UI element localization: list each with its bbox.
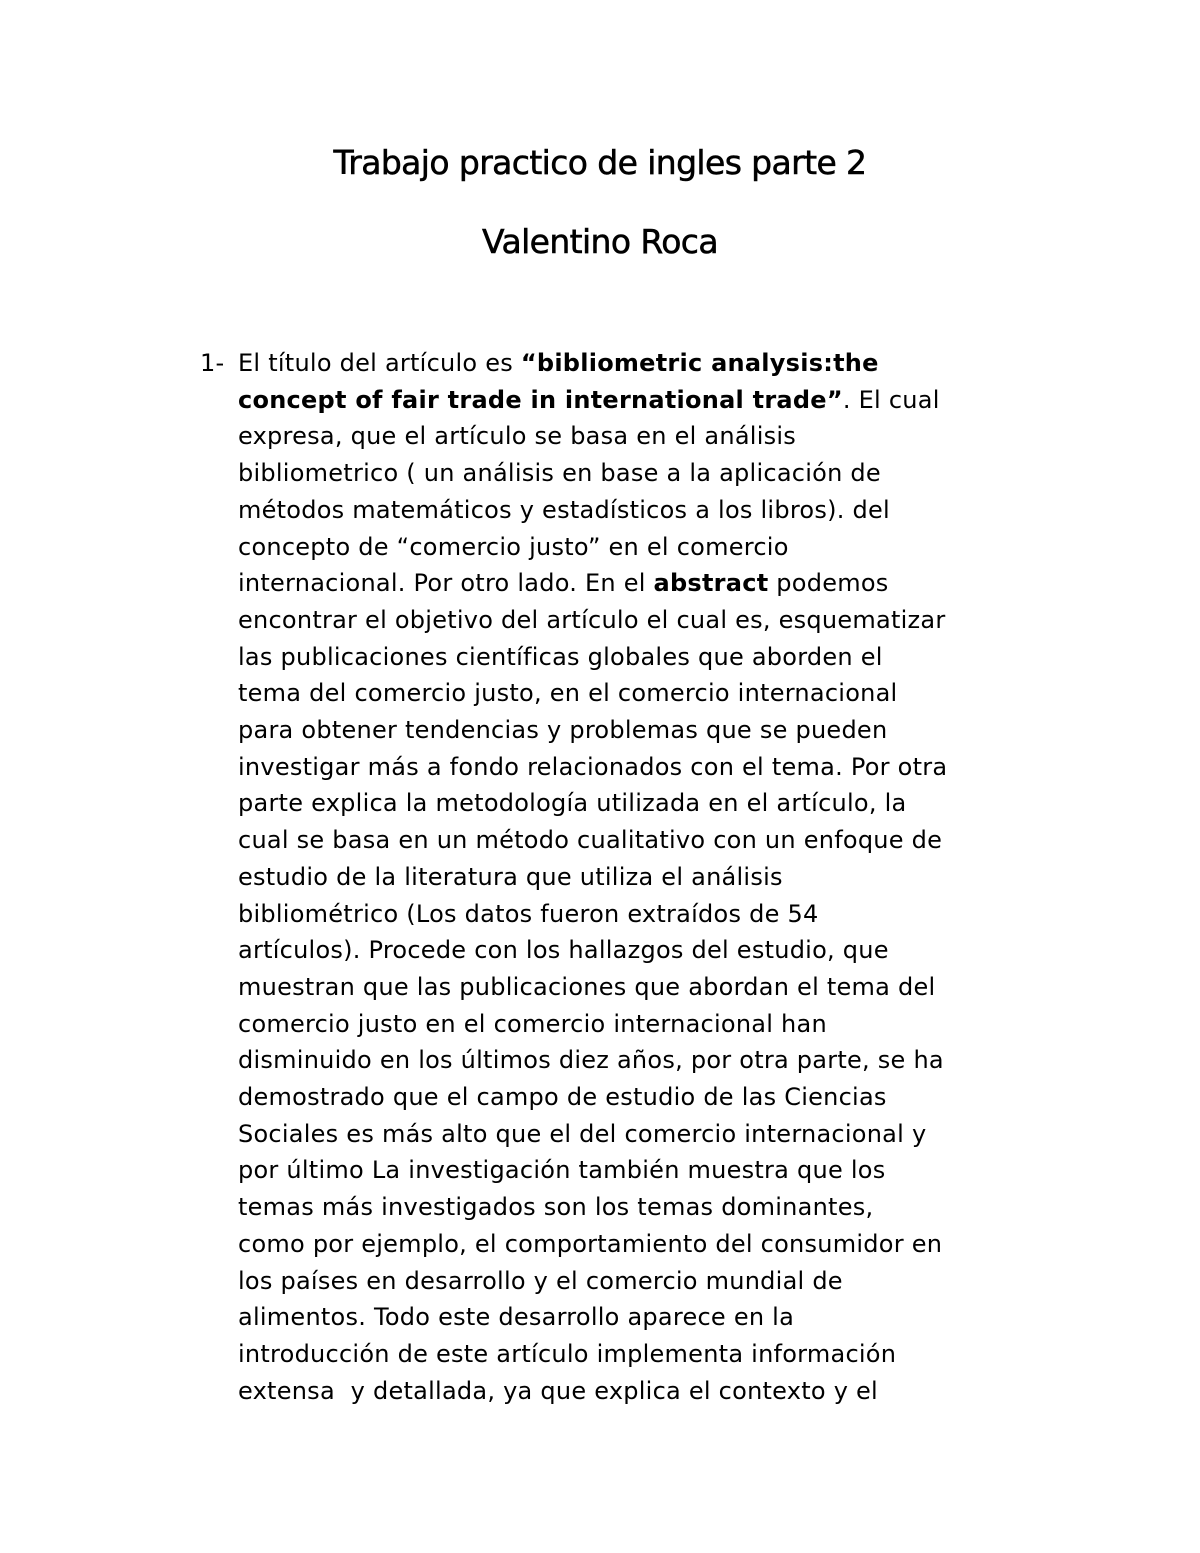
text-run: tema del comercio justo, en el comercio internacional [238, 679, 898, 708]
paragraph-line [238, 1116, 1048, 1153]
paragraph-line [238, 1263, 1048, 1300]
text-run: los países en desarrollo y el comercio mundial de [238, 1266, 843, 1295]
paragraph-line [238, 932, 1048, 969]
text-run: investigar más a fondo relacionados con el tema. Por otra [238, 752, 948, 781]
paragraph-line [238, 675, 1048, 712]
text-run: métodos matemáticos y estadísticos a los libros). del [238, 495, 890, 524]
text-run: estudio de la literatura que utiliza el análisis [238, 862, 783, 891]
text-run: bibliometrico ( un análisis en base a la aplicación de [238, 459, 881, 488]
paragraph-line [238, 1042, 1048, 1079]
bold-text-run: “bibliometric analysis:the [520, 349, 879, 377]
paragraph-line [238, 1152, 1048, 1189]
text-run: bibliométrico (Los datos fueron extraídos de 54 [238, 899, 819, 928]
bold-text-run: abstract [653, 569, 769, 598]
paragraph-line [238, 455, 1048, 492]
bold-text-run: concept of fair trade in international trade” [238, 385, 843, 414]
text-run: cual se basa en un método cualitativo con un enfoque de [238, 826, 943, 855]
text-run: concepto de “comercio justo” en el comercio [238, 532, 789, 561]
paragraph-line [238, 1336, 1048, 1373]
text-run: alimentos. Todo este desarrollo aparece en la [238, 1303, 795, 1332]
text-run: las publicaciones científicas globales que aborden el [238, 642, 883, 671]
text-run: . El cual [842, 385, 940, 414]
paragraph-line [238, 896, 1048, 933]
list-item-paragraph [238, 345, 1048, 1409]
paragraph-line [238, 1006, 1048, 1043]
paragraph-line [238, 969, 1048, 1006]
text-run: por último La investigación también muestra que los [238, 1156, 886, 1185]
paragraph-line [238, 1189, 1048, 1226]
paragraph-line [238, 1299, 1048, 1336]
paragraph-line [238, 529, 1048, 566]
paragraph-line [238, 1373, 1048, 1410]
text-run: demostrado que el campo de estudio de las Ciencias [238, 1083, 887, 1112]
text-run: como por ejemplo, el comportamiento del consumidor en [238, 1229, 943, 1258]
paragraph-line [238, 1226, 1048, 1263]
paragraph-line [238, 565, 1048, 602]
text-run: internacional. Por otro lado. En el [238, 569, 654, 598]
text-run: disminuido en los últimos diez años, por otra parte, se ha [238, 1046, 944, 1075]
document-title: Trabajo practico de ingles parte 2 [333, 143, 867, 182]
text-run: parte explica la metodología utilizada en el artículo, la [238, 789, 907, 818]
list-item-number: 1- [200, 349, 225, 377]
paragraph-line [238, 1079, 1048, 1116]
text-run: temas más investigados son los temas dominantes, [238, 1193, 874, 1222]
text-run: introducción de este artículo implementa información [238, 1339, 897, 1368]
paragraph-line [238, 492, 1048, 529]
paragraph-line [238, 712, 1048, 749]
paragraph-line [238, 859, 1048, 896]
text-run: El título del artículo es [238, 349, 521, 377]
paragraph-line [238, 418, 1048, 455]
document-author: Valentino Roca [482, 222, 718, 261]
text-run: comercio justo en el comercio internacional han [238, 1009, 827, 1038]
text-run: encontrar el objetivo del artículo el cual es, esquematizar [238, 605, 946, 634]
text-run: Sociales es más alto que el del comercio internacional y [238, 1119, 927, 1148]
text-run: expresa, que el artículo se basa en el análisis [238, 422, 797, 451]
text-run: artículos). Procede con los hallazgos del estudio, que [238, 936, 889, 965]
paragraph-line [238, 785, 1048, 822]
text-run: extensa y detallada, ya que explica el contexto y el [238, 1376, 878, 1405]
paragraph-line [238, 749, 1048, 786]
paragraph-line [238, 602, 1048, 639]
paragraph-line [238, 382, 1048, 419]
paragraph-line [238, 822, 1048, 859]
text-run: muestran que las publicaciones que abordan el tema del [238, 972, 936, 1001]
text-run: podemos [768, 569, 889, 598]
text-run: para obtener tendencias y problemas que se pueden [238, 716, 888, 745]
paragraph-line [238, 639, 1048, 676]
paragraph-line [238, 345, 1048, 382]
